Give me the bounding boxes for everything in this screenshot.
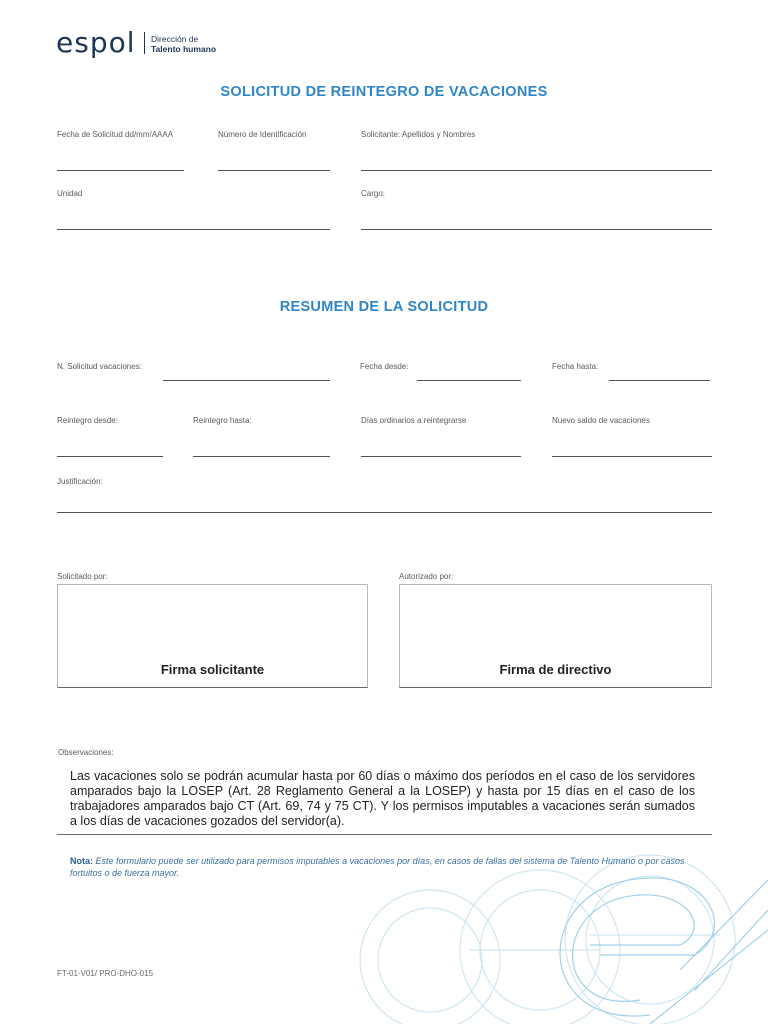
fecha-solicitud-field[interactable] xyxy=(57,170,184,171)
fecha-hasta-field[interactable] xyxy=(609,380,710,381)
summary-title: RESUMEN DE LA SOLICITUD xyxy=(279,299,489,315)
fecha-hasta-label: Fecha hasta: xyxy=(552,362,599,371)
logo-subtitle-line2: Talento humano xyxy=(151,44,217,54)
reintegro-hasta-field[interactable] xyxy=(193,456,330,457)
nota-text: Este formulario puede ser utilizado para permisos imputables a vacaciones por días, en casos de fallas del sistema de Talento Humano o por casos fortuitos o de fuerza mayor. xyxy=(70,856,685,878)
logo-subtitle xyxy=(151,34,216,54)
firma-directivo-box[interactable] xyxy=(399,584,712,688)
logo-wordmark: espol xyxy=(56,26,136,59)
observaciones-text: Las vacaciones solo se podrán acumular hasta por 60 días o máximo dos períodos en el caso de los servidores amparados bajo la LOSEP (Art. 28 Reglamento General a la LOSEP) y hasta por 15 días en el caso de los trabajadores amparados bajo CT (Art. 69, 74 y 75 CT). Y los permisos imputables a vacaciones serán sumados a los días de vacaciones gozados del servidor(a). xyxy=(70,769,695,828)
footer-code: FT-01-V01/ PRO-DHO-015 xyxy=(57,969,154,978)
observaciones-divider xyxy=(57,834,712,835)
fecha-solicitud-label: Fecha de Solicitud dd/mm/AAAA xyxy=(57,130,174,139)
justificacion-label: Justificación: xyxy=(57,477,103,486)
observaciones-label: Observaciones: xyxy=(58,748,114,757)
nota-block xyxy=(70,855,702,879)
unidad-label: Unidad xyxy=(57,189,83,198)
reintegro-hasta-label: Reintegro hasta: xyxy=(193,416,252,425)
autorizado-por-label: Autorizado por: xyxy=(399,572,454,581)
logo-subtitle-line1: Dirección de xyxy=(151,34,199,44)
dias-ordinarios-label: Días ordinarios a reintegrarse xyxy=(361,416,467,425)
unidad-field[interactable] xyxy=(57,229,330,230)
logo-divider xyxy=(144,32,145,54)
cargo-label: Cargo: xyxy=(361,189,386,198)
numero-identificacion-label: Número de Identificación xyxy=(218,130,307,139)
dias-ordinarios-field[interactable] xyxy=(361,456,521,457)
n-solicitud-label: N. Solicitud vacaciones: xyxy=(57,362,142,371)
logo xyxy=(56,26,256,64)
fecha-desde-label: Fecha desde: xyxy=(360,362,409,371)
nota-label: Nota: xyxy=(70,856,93,866)
nuevo-saldo-field[interactable] xyxy=(552,456,712,457)
firma-solicitante-box[interactable] xyxy=(57,584,368,688)
n-solicitud-field[interactable] xyxy=(163,380,330,381)
justificacion-field[interactable] xyxy=(57,512,712,513)
solicitante-field[interactable] xyxy=(361,170,712,171)
solicitado-por-label: Solicitado por: xyxy=(57,572,108,581)
nuevo-saldo-label: Nuevo saldo de vacaciones xyxy=(552,416,650,425)
firma-directivo-text: Firma de directivo xyxy=(499,662,612,677)
reintegro-desde-field[interactable] xyxy=(57,456,163,457)
numero-identificacion-field[interactable] xyxy=(218,170,330,171)
firma-solicitante-text: Firma solicitante xyxy=(160,662,265,677)
solicitante-label: Solicitante: Apellidos y Nombres xyxy=(361,130,476,139)
cargo-field[interactable] xyxy=(361,229,712,230)
form-title: SOLICITUD DE REINTEGRO DE VACACIONES xyxy=(220,84,548,100)
fecha-desde-field[interactable] xyxy=(417,380,521,381)
reintegro-desde-label: Reintegro desde: xyxy=(57,416,118,425)
